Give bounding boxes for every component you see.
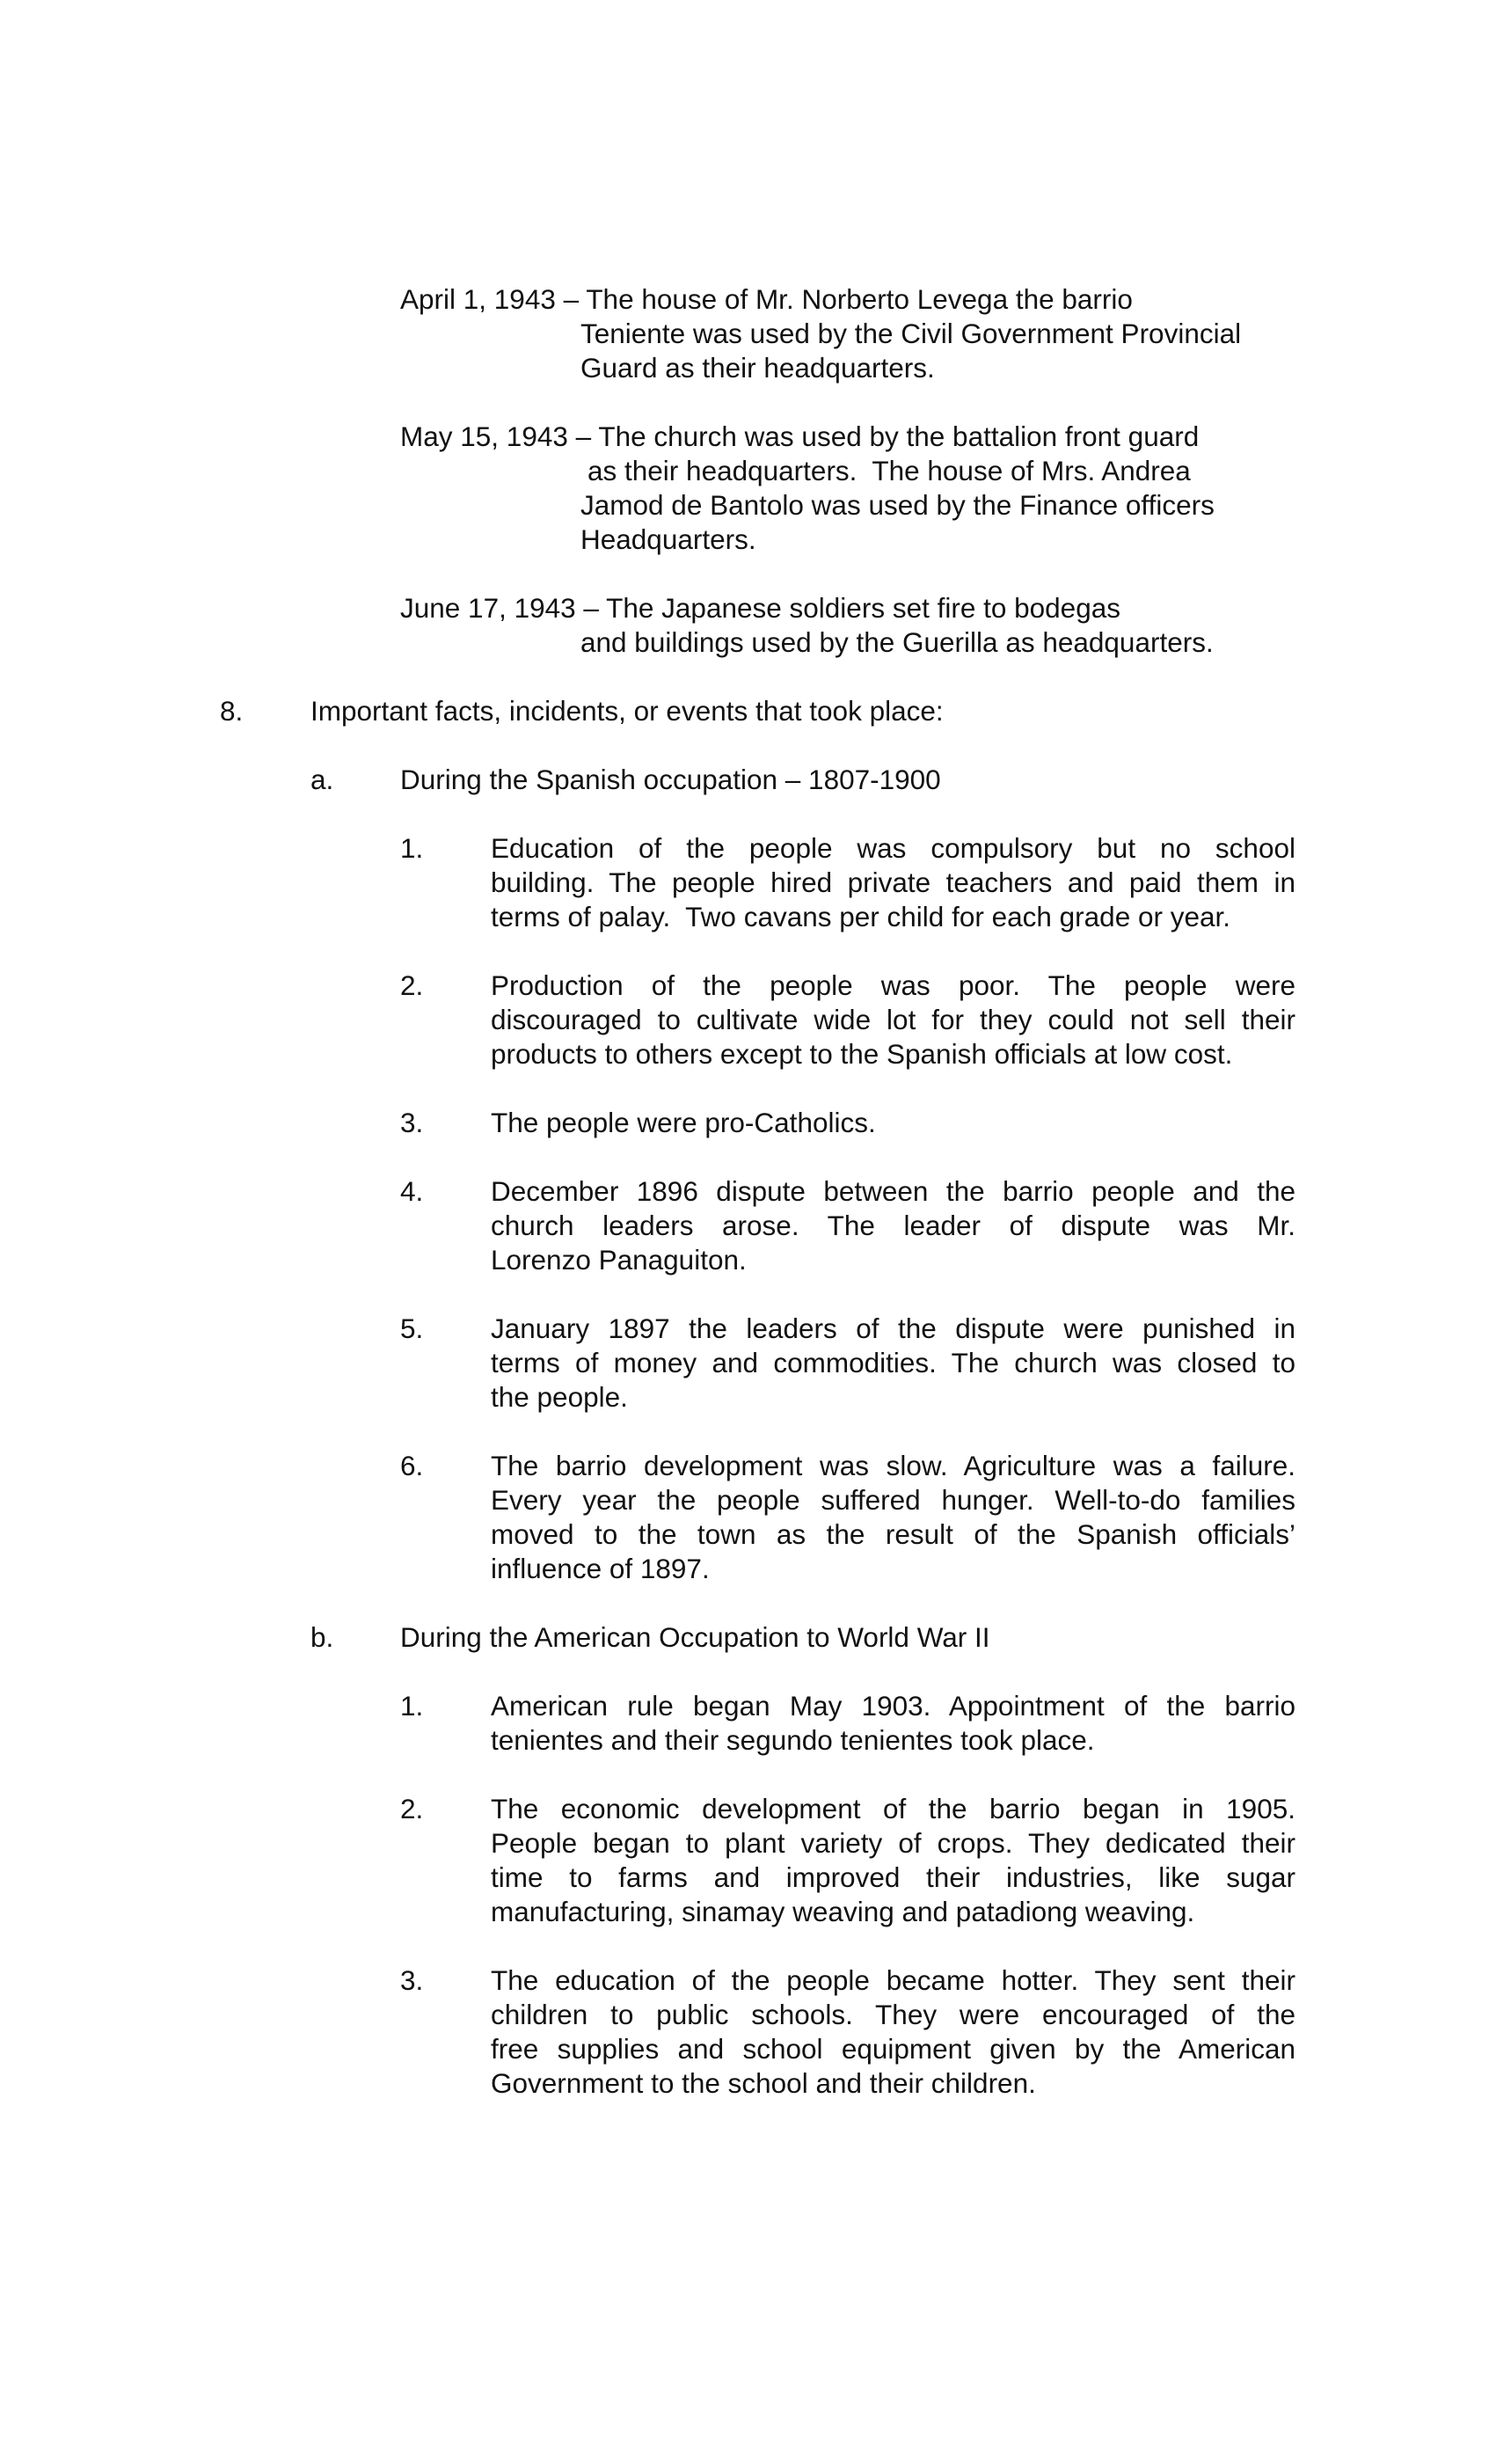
list-item-line: The barrio development was slow. Agriculture was a failure.	[491, 1450, 1295, 1481]
list-item	[491, 831, 1295, 934]
list-item	[491, 1312, 1295, 1415]
timeline-line: and buildings used by the Guerilla as headquarters.	[580, 626, 1214, 658]
list-item	[491, 1106, 1295, 1140]
list-item-line: tenientes and their segundo tenientes took place.	[491, 1724, 1095, 1756]
timeline-entry	[400, 420, 1199, 454]
list-item-line: building. The people hired private teachers and paid them in	[491, 866, 1295, 898]
list-item-number: 6.	[400, 1450, 424, 1481]
list-item-number: 2.	[400, 1793, 424, 1824]
timeline-line: April 1, 1943 – The house of Mr. Norberto Levega the barrio	[400, 283, 1133, 315]
list-item-number: 1.	[400, 1690, 424, 1722]
timeline-line: May 15, 1943 – The church was used by the battalion front guard	[400, 420, 1200, 452]
list-item-line: American rule began May 1903. Appointment of the barrio	[491, 1690, 1295, 1722]
subsection-title: During the Spanish occupation – 1807-1900	[400, 764, 941, 795]
list-item-number: 3.	[400, 1964, 424, 1996]
section-heading: Important facts, incidents, or events that took place:	[310, 695, 944, 727]
timeline-entry-continuation	[580, 488, 1215, 557]
list-item-number: 5.	[400, 1312, 424, 1344]
list-item-line: December 1896 dispute between the barrio people and the	[491, 1175, 1295, 1207]
list-item	[491, 1689, 1295, 1758]
list-item-number: 3.	[400, 1107, 424, 1138]
section-number: 8.	[220, 695, 244, 727]
list-item-line: free supplies and school equipment given by the American	[491, 2033, 1295, 2065]
list-item-line: January 1897 the leaders of the dispute were punished in	[491, 1312, 1295, 1344]
timeline-entry-continuation	[587, 454, 1191, 488]
list-item-number: 1.	[400, 832, 424, 864]
list-item-line: children to public schools. They were encouraged of the	[491, 1999, 1295, 2030]
list-item-line: church leaders arose. The leader of dispute was Mr.	[491, 1210, 1295, 1241]
timeline-entry	[400, 591, 1120, 625]
timeline-entry	[400, 282, 1133, 317]
timeline-line: Jamod de Bantolo was used by the Finance officers	[580, 489, 1215, 521]
list-item-line: discouraged to cultivate wide lot for they could not sell their	[491, 1004, 1295, 1035]
list-item	[491, 969, 1295, 1071]
timeline-line: Teniente was used by the Civil Government Provincial	[580, 318, 1242, 349]
timeline-entry-continuation	[580, 317, 1241, 385]
list-item-line: manufacturing, sinamay weaving and patadiong weaving.	[491, 1896, 1195, 1927]
subsection-letter: b.	[310, 1621, 334, 1653]
timeline-line: June 17, 1943 – The Japanese soldiers set fire to bodegas	[400, 592, 1120, 624]
list-item-line: People began to plant variety of crops. They dedicated their	[491, 1827, 1295, 1859]
list-item-number: 2.	[400, 969, 424, 1001]
timeline-line: as their headquarters. The house of Mrs. Andrea	[587, 455, 1191, 486]
list-item	[491, 1963, 1295, 2101]
list-item-line: influence of 1897.	[491, 1553, 710, 1584]
list-item	[491, 1792, 1295, 1929]
subsection-letter: a.	[310, 764, 334, 795]
list-item	[491, 1449, 1295, 1586]
list-item-line: Education of the people was compulsory but no school	[491, 832, 1295, 864]
timeline-line: Guard as their headquarters.	[580, 352, 935, 384]
list-item-number: 4.	[400, 1175, 424, 1207]
subsection-title: During the American Occupation to World War II	[400, 1621, 990, 1653]
list-item-line: time to farms and improved their industries, like sugar	[491, 1861, 1295, 1893]
list-item-line: products to others except to the Spanish officials at low cost.	[491, 1038, 1233, 1070]
list-item-line: The people were pro-Catholics.	[491, 1107, 876, 1138]
list-item-line: The economic development of the barrio began in 1905.	[491, 1793, 1295, 1824]
list-item-line: Production of the people was poor. The people were	[491, 969, 1295, 1001]
list-item-line: Lorenzo Panaguiton.	[491, 1244, 747, 1276]
list-item	[491, 1174, 1295, 1277]
timeline-line: Headquarters.	[580, 523, 756, 555]
timeline-entry-continuation	[580, 625, 1214, 660]
list-item-line: Government to the school and their children.	[491, 2067, 1036, 2099]
list-item-line: terms of palay. Two cavans per child for each grade or year.	[491, 901, 1231, 932]
list-item-line: Every year the people suffered hunger. Well-to-do families	[491, 1484, 1295, 1516]
list-item-line: terms of money and commodities. The church was closed to	[491, 1347, 1295, 1378]
list-item-line: the people.	[491, 1381, 628, 1413]
list-item-line: moved to the town as the result of the Spanish officials’	[491, 1518, 1295, 1550]
list-item-line: The education of the people became hotter. They sent their	[491, 1964, 1295, 1996]
